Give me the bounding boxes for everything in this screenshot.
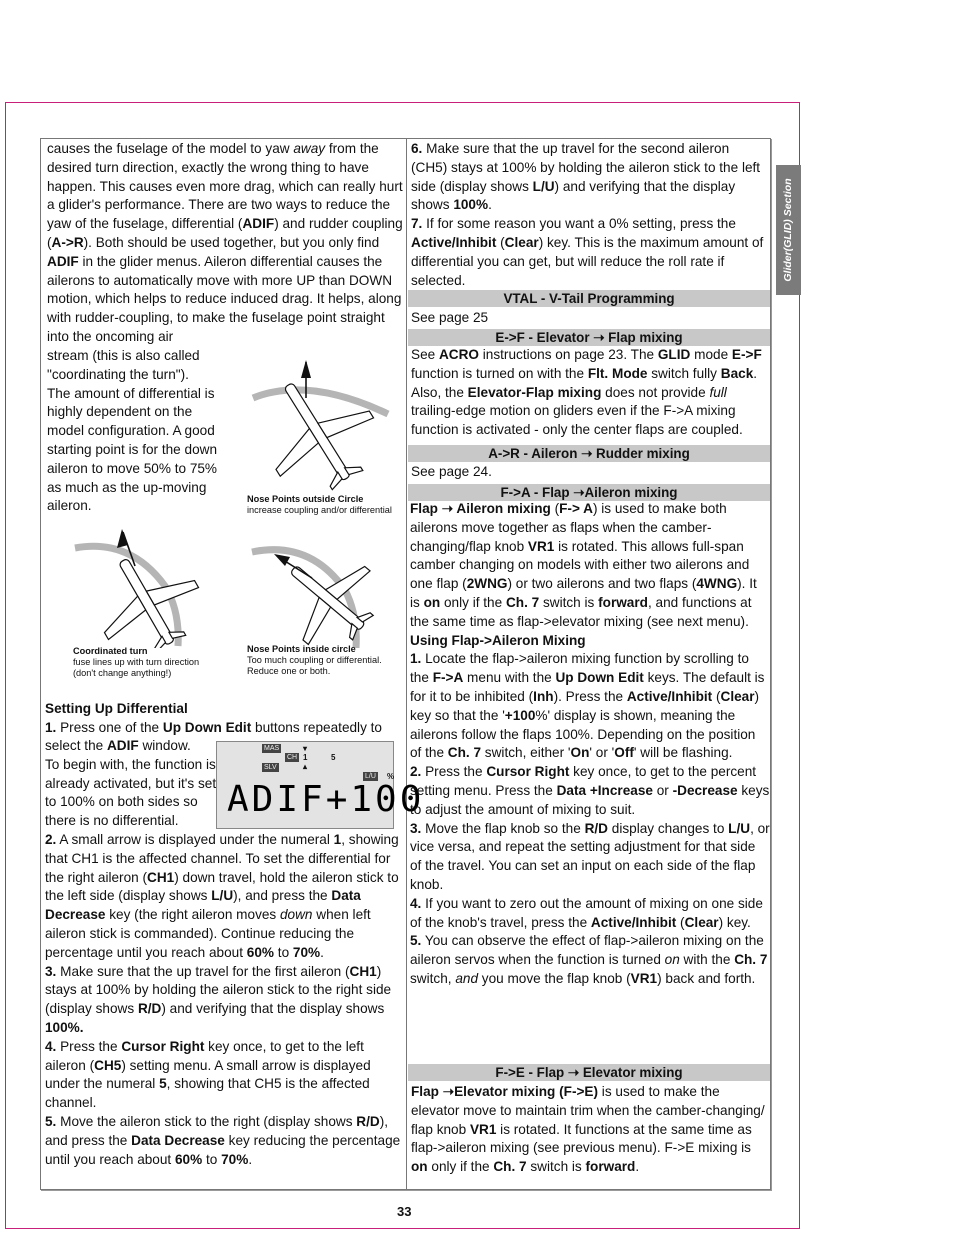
setup-steps-2-5: 2. A small arrow is displayed under the numeral 1, showing that CH1 is the affected channel. To set the differential for the right aileron (CH1) down travel, hold the aileron stick to the left side (display shows L/U), and press the Data Decrease key (the right aileron moves down when left aileron stick is commanded). Continue reducing the percentage until you reach about 60% to 70%. 3. Make sure that the up travel for the first aileron (CH1) stays at 100% by holding the aileron stick to the right side (display shows R/D) and verifying that the display shows 100%. 4. Press the Cursor Right key once, to get to the left aileron (CH5) setting menu. A small arrow is displayed under the numeral 5, showing that CH5 is the affected channel. 5. Move the aileron stick to the right (display shows R/D), and press the Data Decrease key reducing the percentage until you reach about 60% to 70%.	[45, 832, 401, 1167]
side-tab-label: Glider(GLID) Section	[782, 178, 794, 282]
heading-fe: F->E - Flap ➝ Elevator mixing	[408, 1064, 770, 1081]
lcd-percent: %	[387, 772, 395, 781]
left-column	[47, 140, 403, 347]
lcd-ch5: 5	[331, 753, 336, 762]
lcd-display	[216, 741, 425, 829]
left-narrow-text	[47, 347, 227, 516]
setup-steps-rest	[45, 831, 401, 1169]
lcd-slv-tag: SLV	[264, 764, 277, 771]
fe-text: Flap ➝Elevator mixing (F->E) is used to make the elevator move to maintain trim when the camber-changing/ flap knob VR1 is rotated. It functions at the same time as flap->aileron mixing (see previous menu). F->E mixing is on only if the Ch. 7 switch is forward.	[411, 1084, 765, 1175]
fa-section	[410, 500, 770, 989]
lcd-ch1: 1	[303, 753, 308, 762]
left-intro-text: causes the fuselage of the model to yaw away from the desired turn direction, exactly the wrong thing to have happen. This causes even more drag, which can really hurt a glider's performance. There are two ways to reduce the yaw of the fuselage, differential (ADIF) and rudder coupling (A->R). Both should be used together, but you only find ADIF in the glider menus. Aileron differential causes the ailerons to automatically move with more UP than DOWN motion, which helps to reduce induced drag. It helps, along with rudder-coupling, to make the fuselage point straight into the oncoming air	[47, 141, 403, 344]
ef-section	[411, 346, 771, 440]
lcd-main-readout: ADIF+100	[227, 779, 425, 820]
setup-step-1-narrow	[45, 737, 217, 831]
caption-outside-title: Nose Points outside Circle	[247, 494, 364, 504]
page-number: 33	[397, 1204, 412, 1219]
steps-6-7: 6. Make sure that the up travel for the second aileron (CH5) stays at 100% by holding the aileron stick to the left side (display shows L/U) and verifying that the display shows 100%. 7. If for some reason you want a 0% setting, press the Active/Inhibit (Clear) key. This is the maximum amount of differential you can get, but will reduce the roll rate if selected.	[411, 141, 764, 288]
heading-ar: A->R - Aileron ➝ Rudder mixing	[408, 445, 770, 462]
caption-inside	[247, 644, 397, 677]
ef-text: See ACRO instructions on page 23. The GLID mode E->F function is turned on with the Flt. Mode switch fully Back. Also, the Elevator-Flap mixing does not provide full trailing-edge motion on gliders even if the F->A mixing function is activated - only the center flaps are coupled.	[411, 347, 762, 438]
lcd-arrow-up: ▴	[303, 762, 308, 771]
caption-inside-title: Nose Points inside circle	[247, 644, 356, 654]
lcd-ch-tag: CH	[287, 754, 298, 761]
right-top-text	[411, 140, 769, 290]
lcd-arrow-down: ▾	[303, 744, 308, 753]
diagram-nose-outside	[248, 356, 398, 496]
caption-coordinated-title: Coordinated turn	[73, 646, 148, 656]
caption-outside-text: increase coupling and/or differential	[247, 505, 392, 515]
setup-step-1: 1. Press one of the Up Down Edit buttons repeatedly to	[45, 719, 382, 735]
differential-text: stream (this is also called "coordinating the turn"). The amount of differential is highly dependent on the model configuration. A good starting point is for the down aileron to move 50% to 75% as much as the up-moving aileron.	[47, 348, 218, 514]
setup-step-1-cont: select the ADIF window. To begin with, the function is already activated, but it's set to 100% on both sides so there is no differential.	[45, 738, 217, 829]
vtal-text: See page 25	[411, 310, 489, 325]
ar-section	[411, 463, 769, 482]
section-side-tab	[776, 165, 801, 295]
setup-heading: Setting Up Differential	[45, 701, 188, 716]
fa-text: Flap ➝ Aileron mixing (F-> A) is used to make both ailerons move together as flaps when the camber-changing/flap knob VR1 is rotated. This allows full-span camber changing on models with either two ailerons and one flap (2WNG) or two ailerons and two flaps (4WNG). It is on only if the Ch. 7 switch is forward, and functions at the same time as flap->elevator mixing (see next menu). Using Flap->Aileron Mixing 1. Locate the flap->aileron mixing function by scrolling to the F->A menu with the Up Down Edit keys. The default is for it to be inhibited (Inh). Press the Active/Inhibit (Clear) key so that the '+100%' display is shown, meaning the ailerons follow the flaps 100%. Depending on the position of the Ch. 7 switch, either 'On' or 'Off' will be flashing. 2. Press the Cursor Right key once, to get to the percent setting menu. Press the Data +Increase or -Decrease keys to adjust the amount of mixing to suit. 3. Move the flap knob so the R/D display changes to L/U, or vice versa, and repeat the setting adjustment for that side of the travel. You can set an input on each side of the flap knob. 4. If you want to zero out the amount of mixing on one side of the knob's travel, press the Active/Inhibit (Clear) key. 5. You can observe the effect of flap->aileron mixing on the aileron servos when the function is turned on with the Ch. 7 switch, and you move the flap knob (VR1) back and forth.	[410, 501, 770, 986]
column-divider	[406, 138, 407, 1190]
caption-outside	[247, 494, 392, 516]
caption-inside-text: Too much coupling or differential. Reduce one or both.	[247, 655, 382, 676]
ar-text: See page 24.	[411, 464, 492, 479]
diagram-coordinated-turn	[70, 526, 210, 648]
heading-vtal: VTAL - V-Tail Programming	[408, 290, 770, 307]
caption-coordinated-text: fuse lines up with turn direction (don't change anything!)	[73, 657, 200, 678]
caption-coordinated	[73, 646, 213, 679]
heading-ef: E->F - Elevator ➝ Flap mixing	[408, 329, 770, 346]
heading-fa: F->A - Flap ➝Aileron mixing	[408, 484, 770, 501]
setup-section	[45, 700, 401, 738]
vtal-section	[411, 309, 769, 328]
diagram-nose-inside	[250, 540, 390, 648]
lcd-lu-tag: L/U	[365, 773, 376, 780]
fe-section	[411, 1083, 769, 1177]
lcd-mas-tag: MAS	[264, 745, 280, 752]
